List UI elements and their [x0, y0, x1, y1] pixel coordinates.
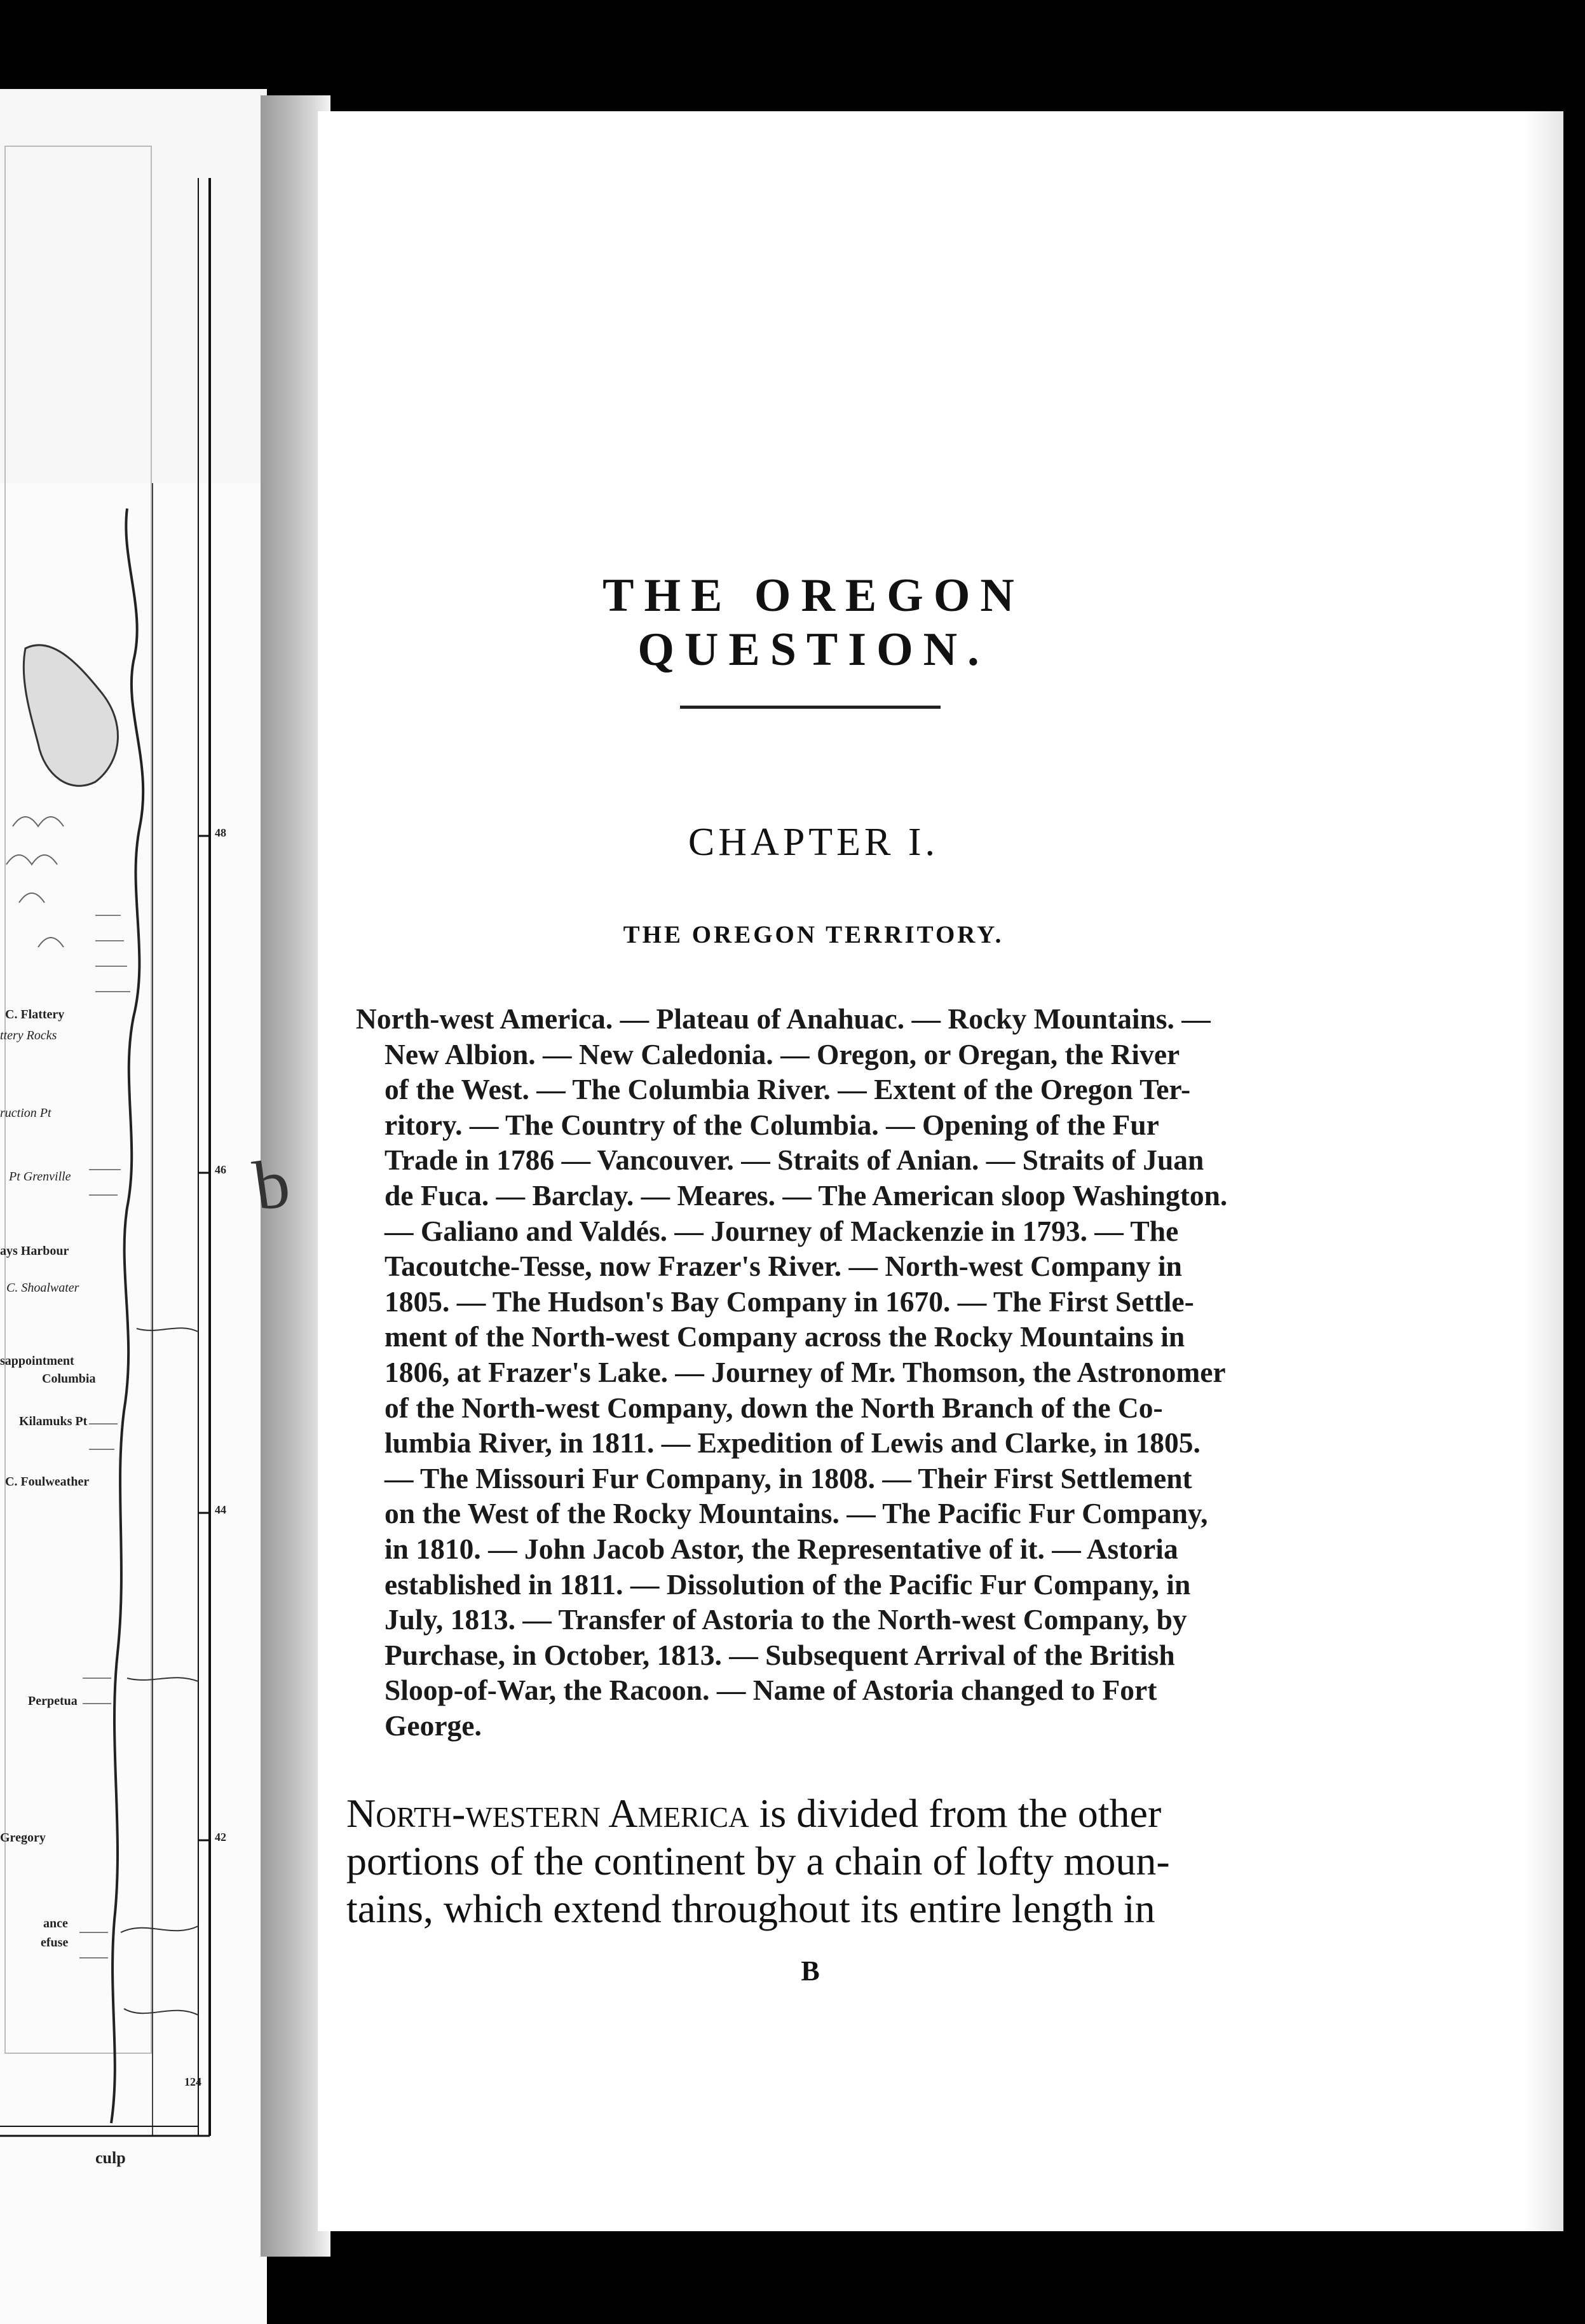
map-label-columbia: Columbia [42, 1372, 96, 1386]
map-label-perpetua: Perpetua [28, 1694, 78, 1708]
summary-line: — The Missouri Fur Company, in 1808. — Their First Settlement [384, 1461, 1192, 1494]
page-edge [1525, 111, 1563, 2231]
map-engraver-credit: culp [95, 2149, 126, 2167]
summary-line: in 1810. — John Jacob Astor, the Representative of it. — Astoria [384, 1532, 1178, 1565]
map-label-lat-48: 48 [215, 826, 226, 839]
summary-line: Sloop-of-War, the Racoon. — Name of Astoria changed to Fort [384, 1674, 1157, 1707]
summary-line: on the West of the Rocky Mountains. — The Pacific Fur Company, [384, 1497, 1208, 1530]
map-label-efuse: efuse [41, 1936, 69, 1950]
map-label-grenville: Pt Grenville [9, 1170, 71, 1184]
book-title: THE OREGON QUESTION. [602, 570, 1024, 676]
summary-line: of the West. — The Columbia River. — Extent of the Oregon Ter- [384, 1073, 1191, 1106]
map-label-gregory: Gregory [0, 1831, 46, 1845]
map-label-lat-42: 42 [215, 1831, 226, 1843]
summary-line: established in 1811. — Dissolution of the Pacific Fur Company, in [384, 1568, 1191, 1601]
summary-line: lumbia River, in 1811. — Expedition of Lewis and Clarke, in 1805. [384, 1426, 1201, 1459]
summary-line: Purchase, in October, 1813. — Subsequent Arrival of the British [384, 1638, 1175, 1671]
summary-line: 1806, at Frazer's Lake. — Journey of Mr. Thomson, the Astronomer [384, 1355, 1226, 1388]
summary-line: North-west America. — Plateau of Anahuac. — Rocky Mountains. — [356, 1002, 1211, 1035]
map-label-flattery: C. Flattery [5, 1008, 65, 1022]
map-leaf [0, 89, 267, 2324]
lead-small-caps: North-western America [346, 1791, 749, 1836]
map-label-lon-124: 124 [184, 2075, 201, 2088]
map-label-grays-harbour: ays Harbour [0, 1244, 69, 1258]
chapter-title: CHAPTER I. [688, 821, 939, 864]
body-line-rest: is divided from the other [749, 1791, 1162, 1836]
chapter-subtitle: THE OREGON TERRITORY. [623, 921, 1004, 948]
summary-line: 1805. — The Hudson's Bay Company in 1670. — The First Settle- [384, 1285, 1194, 1318]
map-drawing [0, 89, 267, 2324]
map-label-ance: ance [43, 1917, 68, 1931]
margin-annotation: b [248, 1143, 295, 1226]
summary-line: Trade in 1786 — Vancouver. — Straits of Anian. — Straits of Juan [384, 1144, 1204, 1177]
summary-line: — Galiano and Valdés. — Journey of Mackenzie in 1793. — The [384, 1214, 1179, 1247]
body-line: tains, which extend throughout its entire length in [346, 1886, 1155, 1931]
summary-line: de Fuca. — Barclay. — Meares. — The American sloop Washington. [384, 1179, 1228, 1212]
map-label-kilamuks: Kilamuks Pt [19, 1414, 88, 1428]
chapter-summary [356, 1001, 1246, 1743]
summary-line: New Albion. — New Caledonia. — Oregon, or Oregan, the River [384, 1037, 1180, 1070]
map-label-lat-44: 44 [215, 1503, 226, 1516]
map-label-disappointment: sappointment [0, 1354, 74, 1368]
signature-mark: B [801, 1955, 820, 1986]
summary-line: of the North-west Company, down the North Branch of the Co- [384, 1391, 1163, 1424]
summary-line: July, 1813. — Transfer of Astoria to the North-west Company, by [384, 1603, 1187, 1636]
body-paragraph [346, 1789, 1236, 1932]
summary-line: ment of the North-west Company across the Rocky Mountains in [384, 1320, 1185, 1353]
map-label-foulweather: C. Foulweather [5, 1475, 90, 1489]
map-label-flattery-rocks: ttery Rocks [0, 1029, 57, 1042]
body-line [346, 1789, 1236, 1837]
summary-line: Tacoutche-Tesse, now Frazer's River. — North-west Company in [384, 1250, 1182, 1283]
map-label-shoalwater: C. Shoalwater [6, 1281, 79, 1295]
summary-line: George. [384, 1709, 482, 1742]
map-label-destruction: ruction Pt [0, 1106, 51, 1120]
title-rule [680, 706, 941, 709]
map-label-lat-46: 46 [215, 1163, 226, 1176]
body-line: portions of the continent by a chain of lofty moun- [346, 1838, 1170, 1883]
summary-line: ritory. — The Country of the Columbia. — Opening of the Fur [384, 1108, 1159, 1141]
